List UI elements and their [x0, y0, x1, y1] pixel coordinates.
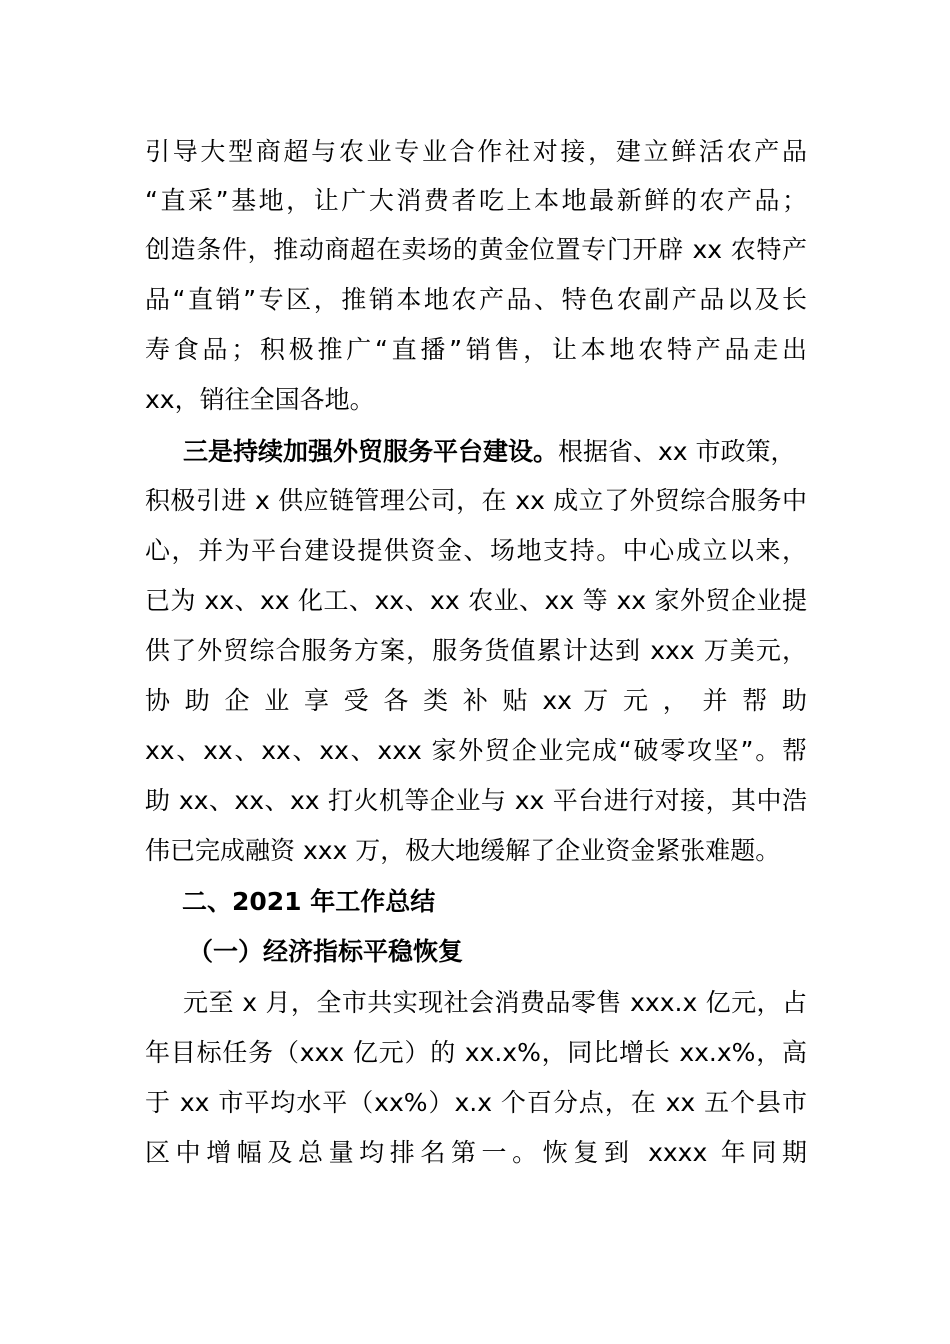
paragraph-line: 助 xx、xx、xx 打火机等企业与 xx 平台进行对接，其中浩 [145, 786, 807, 815]
section-heading: 二、2021 年工作总结 [182, 887, 436, 916]
paragraph-line: 积极引进 x 供应链管理公司，在 xx 成立了外贸综合服务中 [145, 486, 807, 515]
subsection-heading: （一）经济指标平稳恢复 [188, 937, 464, 966]
paragraph-line: 协 助 企 业 享 受 各 类 补 贴 xx 万 元 ， 并 帮 助 [145, 686, 807, 715]
paragraph-line: 元至 x 月，全市共实现社会消费品零售 xxx.x 亿元，占 [183, 988, 807, 1017]
paragraph-line: 于 xx 市平均水平（xx%）x.x 个百分点，在 xx 五个县市 [145, 1088, 807, 1117]
paragraph-line: 区中增幅及总量均排名第一。恢复到 xxxx 年同期 [145, 1138, 807, 1167]
bold-lead-sentence: 三是持续加强外贸服务平台建设。 [183, 437, 559, 466]
paragraph-line: 寿食品；积极推广“直播”销售，让本地农特产品走出 [145, 335, 807, 364]
paragraph-line: 供了外贸综合服务方案，服务货值累计达到 xxx 万美元， [145, 636, 807, 665]
paragraph-line: 年目标任务（xxx 亿元）的 xx.x%，同比增长 xx.x%，高 [145, 1038, 807, 1067]
paragraph-line: xx，销往全国各地。 [145, 385, 375, 414]
paragraph-line: 伟已完成融资 xxx 万，极大地缓解了企业资金紧张难题。 [145, 836, 781, 865]
paragraph-line: 心，并为平台建设提供资金、场地支持。中心成立以来， [145, 536, 807, 565]
paragraph-line: xx、xx、xx、xx、xxx 家外贸企业完成“破零攻坚”。帮 [145, 736, 807, 765]
paragraph-line: 已为 xx、xx 化工、xx、xx 农业、xx 等 xx 家外贸企业提 [145, 586, 807, 615]
paragraph-line: 引导大型商超与农业专业合作社对接，建立鲜活农产品 [145, 137, 807, 166]
paragraph-line: “直采”基地，让广大消费者吃上本地最新鲜的农产品； [145, 186, 807, 215]
paragraph-text: 根据省、xx 市政策， [558, 437, 796, 466]
paragraph-line-with-lead [183, 437, 807, 467]
paragraph-line: 创造条件，推动商超在卖场的黄金位置专门开辟 xx 农特产 [145, 235, 807, 264]
paragraph-line: 品“直销”专区，推销本地农产品、特色农副产品以及长 [145, 285, 807, 314]
